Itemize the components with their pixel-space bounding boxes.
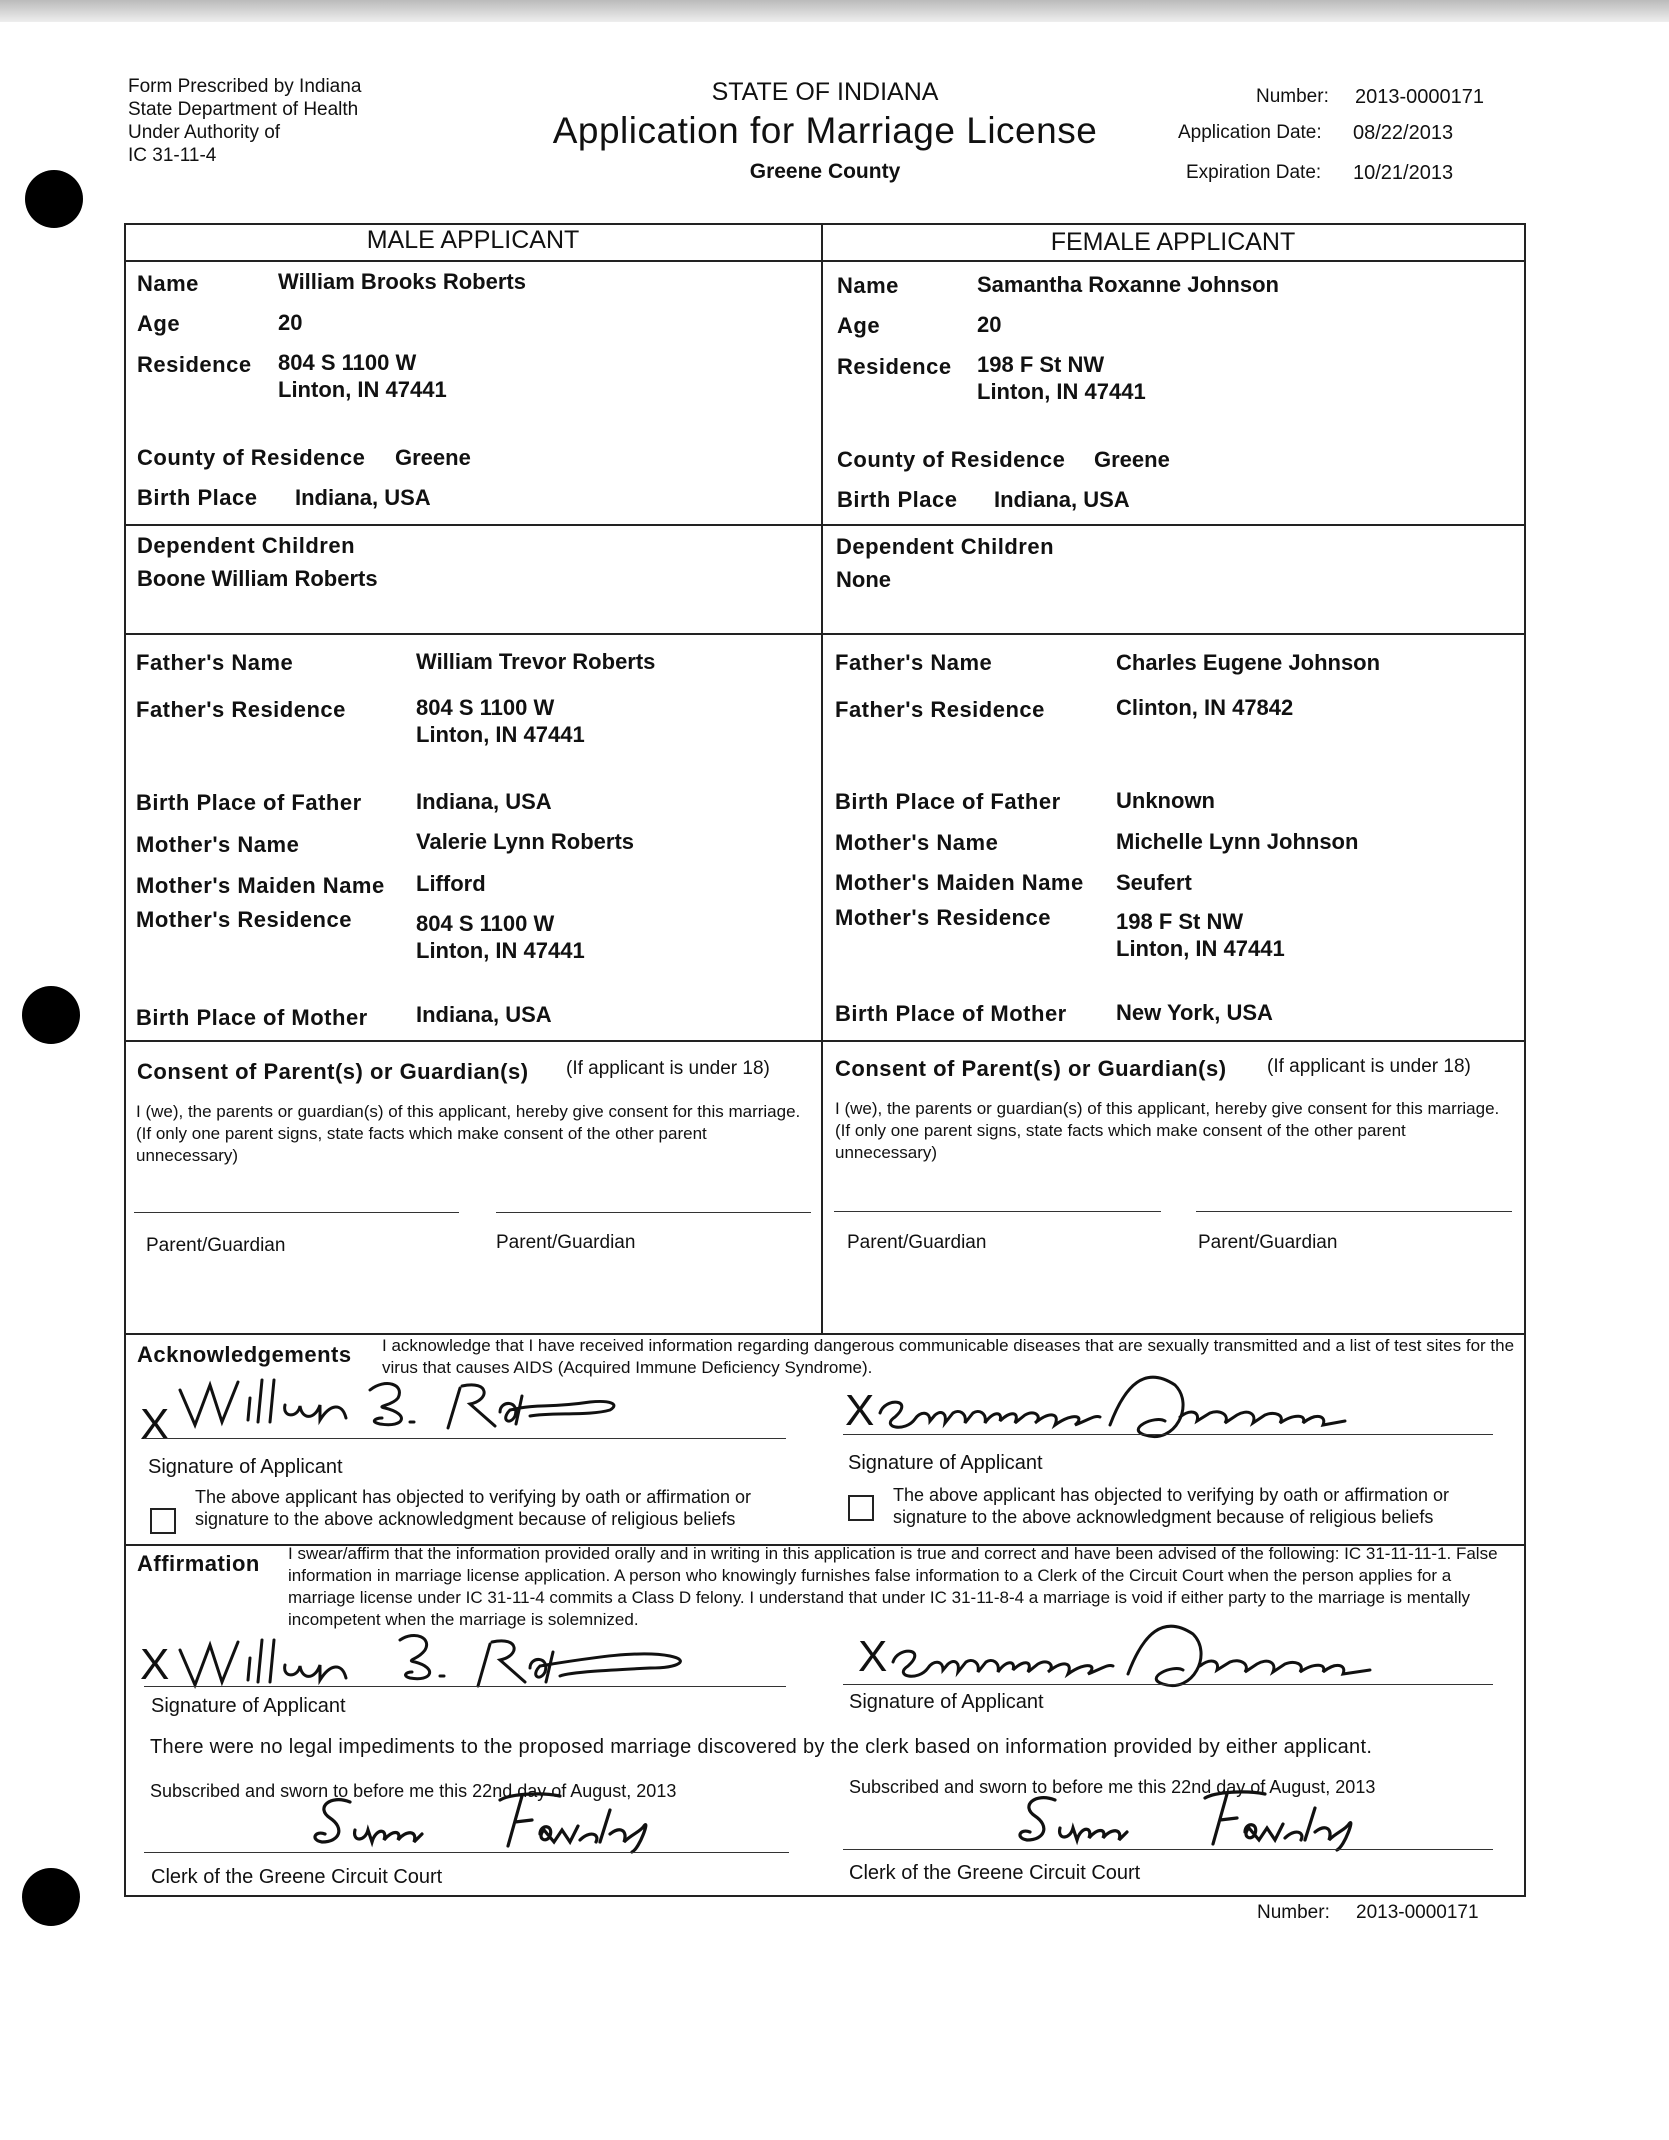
male-father-birth-label: Birth Place of Father bbox=[136, 790, 362, 815]
female-age: 20 bbox=[977, 312, 1002, 337]
female-mother-name: Michelle Lynn Johnson bbox=[1116, 829, 1359, 854]
male-father-res-label: Father's Residence bbox=[136, 697, 346, 722]
female-age-label: Age bbox=[837, 313, 881, 338]
male-mother-birth: Indiana, USA bbox=[416, 1002, 552, 1027]
male-mother-maiden-label: Mother's Maiden Name bbox=[136, 873, 385, 898]
female-objection-checkbox[interactable] bbox=[848, 1495, 874, 1521]
female-mother-maiden-label: Mother's Maiden Name bbox=[835, 870, 1084, 895]
female-parent-label: Parent/Guardian bbox=[1198, 1232, 1338, 1253]
female-mother-maiden: Seufert bbox=[1116, 870, 1192, 895]
male-birthplace: Indiana, USA bbox=[295, 485, 431, 510]
affirmation-title: Affirmation bbox=[137, 1551, 260, 1576]
footer-number-value: 2013-0000171 bbox=[1356, 1902, 1479, 1923]
female-ack-sig-line bbox=[843, 1434, 1493, 1435]
section-rule bbox=[124, 524, 1524, 526]
female-residence-1: 198 F St NW bbox=[977, 352, 1105, 377]
section-rule bbox=[124, 633, 1524, 635]
female-name: Samantha Roxanne Johnson bbox=[977, 272, 1279, 297]
male-objection-checkbox[interactable] bbox=[150, 1508, 176, 1534]
male-mother-birth-label: Birth Place of Mother bbox=[136, 1005, 368, 1030]
male-children: Boone William Roberts bbox=[137, 566, 378, 591]
male-county: Greene bbox=[395, 445, 471, 470]
male-consent-note: (If applicant is under 18) bbox=[566, 1058, 770, 1079]
exp-date-value: 10/21/2013 bbox=[1353, 162, 1454, 184]
male-parent-sig-line bbox=[496, 1212, 811, 1213]
column-divider bbox=[821, 223, 823, 1333]
male-heading: MALE APPLICANT bbox=[366, 226, 580, 254]
female-clerk-line bbox=[843, 1849, 1493, 1850]
female-parent-sig-line bbox=[834, 1211, 1161, 1212]
male-father-res-1: 804 S 1100 W bbox=[416, 695, 555, 720]
female-county-label: County of Residence bbox=[837, 447, 1066, 472]
male-consent-text: I (we), the parents or guardian(s) of this applicant, hereby give consent for this marriage. (If only one parent signs, state facts which make consent of the other parent unnecessary) bbox=[136, 1102, 801, 1165]
male-ack-x: X bbox=[140, 1400, 170, 1449]
male-age: 20 bbox=[278, 310, 303, 335]
male-clerk-line bbox=[144, 1852, 789, 1853]
punch-hole-top bbox=[25, 170, 83, 228]
female-mother-name-label: Mother's Name bbox=[835, 830, 999, 855]
female-mother-res-1: 198 F St NW bbox=[1116, 909, 1244, 934]
female-consent-text: I (we), the parents or guardian(s) of this applicant, hereby give consent for this marriage. (If only one parent signs, state facts which make consent of the other parent unnecessary) bbox=[835, 1099, 1500, 1162]
prescribed-line: IC 31-11-4 bbox=[128, 145, 217, 166]
male-children-label: Dependent Children bbox=[137, 533, 356, 558]
female-aff-signature bbox=[888, 1600, 1478, 1700]
female-residence-2: Linton, IN 47441 bbox=[977, 379, 1146, 404]
male-aff-sig-label: Signature of Applicant bbox=[151, 1695, 346, 1717]
male-aff-sig-line bbox=[144, 1686, 786, 1687]
state-title: STATE OF INDIANA bbox=[711, 78, 939, 106]
female-father-res-label: Father's Residence bbox=[835, 697, 1045, 722]
male-mother-maiden: Lifford bbox=[416, 871, 486, 896]
punch-hole-middle bbox=[22, 986, 80, 1044]
male-parent-sig-line bbox=[134, 1212, 459, 1213]
female-birthplace: Indiana, USA bbox=[994, 487, 1130, 512]
female-children-label: Dependent Children bbox=[836, 534, 1055, 559]
male-subscribed-text: Subscribed and sworn to before me this 22nd day of August, 2013 bbox=[150, 1781, 677, 1801]
male-parent-label: Parent/Guardian bbox=[146, 1235, 286, 1256]
exp-date-label: Expiration Date: bbox=[1186, 162, 1322, 183]
ack-text: I acknowledge that I have received information regarding dangerous communicable diseases that are sexually transmitted and a list of test sites for the virus that causes AIDS (Acquired Immune Deficiency Syndrome). bbox=[382, 1336, 1515, 1377]
female-ack-x: X bbox=[845, 1386, 875, 1435]
female-clerk-signature bbox=[1015, 1788, 1375, 1858]
female-mother-res-label: Mother's Residence bbox=[835, 905, 1051, 930]
heading-rule bbox=[124, 260, 1524, 262]
female-aff-sig-line bbox=[843, 1684, 1493, 1685]
female-name-label: Name bbox=[837, 273, 899, 298]
female-mother-birth-label: Birth Place of Mother bbox=[835, 1001, 1067, 1026]
number-value: 2013-0000171 bbox=[1355, 86, 1485, 108]
male-objection-text: The above applicant has objected to verifying by oath or affirmation or signature to the above acknowledgment because of religious beliefs bbox=[195, 1487, 751, 1529]
male-clerk-label: Clerk of the Greene Circuit Court bbox=[151, 1866, 443, 1888]
male-father-res-2: Linton, IN 47441 bbox=[416, 722, 585, 747]
app-date-value: 08/22/2013 bbox=[1353, 122, 1454, 144]
male-residence-2: Linton, IN 47441 bbox=[278, 377, 447, 402]
male-father-birth: Indiana, USA bbox=[416, 789, 552, 814]
male-residence-1: 804 S 1100 W bbox=[278, 350, 417, 375]
female-parent-sig-line bbox=[1196, 1211, 1512, 1212]
female-birthplace-label: Birth Place bbox=[837, 487, 958, 512]
female-objection-text: The above applicant has objected to verifying by oath or affirmation or signature to the above acknowledgment because of religious beliefs bbox=[893, 1485, 1449, 1527]
prescribed-line: Under Authority of bbox=[128, 122, 281, 143]
male-ack-signature bbox=[170, 1360, 640, 1440]
affirmation-text: I swear/affirm that the information provided orally and in writing in this application is true and correct and have been advised of the following: IC 31-11-11-1. False information in marriage license application. A person who knowingly furnishes false information to a Clerk of the Circuit Court when the person applies for a marriage license under IC 31-11-4 commits a Class D felony. I understand that under IC 31-11-8-4 a marriage is void if either party to the marriage is mentally incompetent when the marriage is solemnized. bbox=[288, 1544, 1498, 1629]
punch-hole-bottom bbox=[22, 1868, 80, 1926]
female-father-res-1: Clinton, IN 47842 bbox=[1116, 695, 1294, 720]
male-birthplace-label: Birth Place bbox=[137, 485, 258, 510]
male-mother-name-label: Mother's Name bbox=[136, 832, 300, 857]
male-residence-label: Residence bbox=[137, 352, 252, 377]
footer-number-label: Number: bbox=[1257, 1902, 1330, 1923]
male-mother-name: Valerie Lynn Roberts bbox=[416, 829, 635, 854]
female-father-name-label: Father's Name bbox=[835, 650, 993, 675]
male-name: William Brooks Roberts bbox=[278, 269, 526, 294]
male-name-label: Name bbox=[137, 271, 199, 296]
app-date-label: Application Date: bbox=[1178, 122, 1322, 143]
ack-title: Acknowledgements bbox=[137, 1342, 352, 1367]
county-title: Greene County bbox=[749, 160, 901, 183]
impediments-text: There were no legal impediments to the proposed marriage discovered by the clerk based on information provided by either applicant. bbox=[150, 1736, 1373, 1758]
female-father-birth: Unknown bbox=[1116, 788, 1215, 813]
male-father-name: William Trevor Roberts bbox=[416, 649, 656, 674]
prescribed-line: State Department of Health bbox=[128, 99, 359, 120]
female-residence-label: Residence bbox=[837, 354, 952, 379]
female-father-birth-label: Birth Place of Father bbox=[835, 789, 1061, 814]
female-consent-title: Consent of Parent(s) or Guardian(s) bbox=[835, 1056, 1227, 1081]
female-aff-x: X bbox=[858, 1632, 888, 1681]
male-clerk-signature bbox=[310, 1790, 670, 1860]
male-ack-sig-line bbox=[144, 1438, 786, 1439]
male-aff-signature bbox=[170, 1620, 710, 1700]
male-county-label: County of Residence bbox=[137, 445, 366, 470]
number-label: Number: bbox=[1256, 86, 1329, 107]
male-mother-res-1: 804 S 1100 W bbox=[416, 911, 555, 936]
male-mother-res-2: Linton, IN 47441 bbox=[416, 938, 585, 963]
male-consent-title: Consent of Parent(s) or Guardian(s) bbox=[137, 1059, 529, 1084]
female-county: Greene bbox=[1094, 447, 1170, 472]
female-aff-sig-label: Signature of Applicant bbox=[849, 1691, 1044, 1713]
female-heading: FEMALE APPLICANT bbox=[1050, 228, 1296, 256]
female-parent-label: Parent/Guardian bbox=[847, 1232, 987, 1253]
female-consent-note: (If applicant is under 18) bbox=[1267, 1056, 1471, 1077]
female-father-name: Charles Eugene Johnson bbox=[1116, 650, 1381, 675]
prescribed-block bbox=[128, 75, 361, 167]
female-subscribed-text: Subscribed and sworn to before me this 22nd day of August, 2013 bbox=[849, 1777, 1376, 1797]
female-clerk-label: Clerk of the Greene Circuit Court bbox=[849, 1862, 1141, 1884]
male-ack-sig-label: Signature of Applicant bbox=[148, 1456, 343, 1478]
female-ack-sig-label: Signature of Applicant bbox=[848, 1452, 1043, 1474]
prescribed-line: Form Prescribed by Indiana bbox=[128, 76, 362, 97]
male-mother-res-label: Mother's Residence bbox=[136, 907, 352, 932]
female-ack-signature bbox=[875, 1355, 1455, 1450]
female-mother-res-2: Linton, IN 47441 bbox=[1116, 936, 1285, 961]
page-title: Application for Marriage License bbox=[552, 110, 1098, 151]
male-aff-x: X bbox=[140, 1640, 170, 1689]
male-father-name-label: Father's Name bbox=[136, 650, 294, 675]
section-rule bbox=[124, 1040, 1524, 1042]
male-age-label: Age bbox=[137, 311, 181, 336]
male-parent-label: Parent/Guardian bbox=[496, 1232, 636, 1253]
female-mother-birth: New York, USA bbox=[1116, 1000, 1273, 1025]
scan-edge bbox=[0, 0, 1669, 22]
female-children: None bbox=[836, 567, 891, 592]
